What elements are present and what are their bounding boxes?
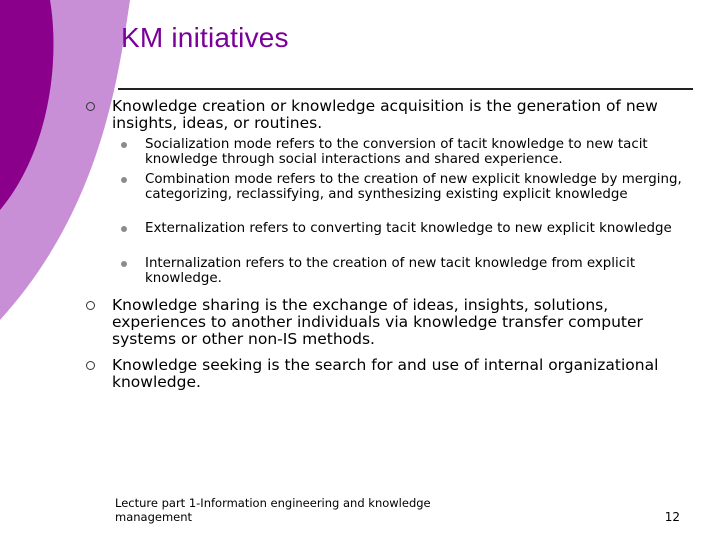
- sub-bullet-text: Internalization refers to the creation of new tacit knowledge from explicit knowledge.: [145, 256, 636, 286]
- hollow-bullet-icon: [86, 301, 95, 310]
- bullet-text: Knowledge creation or knowledge acquisition is the generation of new insights, ideas, or routines.: [112, 97, 658, 132]
- bullet-knowledge-sharing: [112, 297, 702, 348]
- sub-bullet-text: Socialization mode refers to the conversion of tacit knowledge to new tacit knowledge through social interactions and shared experience.: [145, 137, 648, 167]
- bullet-text: Knowledge sharing is the exchange of ideas, insights, solutions, experiences to another individuals via knowledge transfer computer systems or other non-IS methods.: [112, 296, 643, 348]
- slide-title: KM initiatives: [121, 22, 289, 53]
- sub-bullet-socialization: [145, 138, 705, 167]
- bullet-knowledge-creation: [112, 98, 702, 132]
- title-underline: [118, 88, 693, 90]
- corner-decoration: [0, 0, 130, 320]
- sub-bullet-externalization: [145, 222, 705, 237]
- sub-bullet-text: Combination mode refers to the creation of new explicit knowledge by merging, categorizing, reclassifying, and synthesizing existing explicit knowledge: [145, 172, 682, 202]
- dot-bullet-icon: [121, 177, 127, 183]
- dot-bullet-icon: [121, 226, 127, 232]
- dot-bullet-icon: [121, 142, 127, 148]
- bullet-text: Knowledge seeking is the search for and use of internal organizational knowledge.: [112, 356, 659, 391]
- dot-bullet-icon: [121, 261, 127, 267]
- sub-bullet-combination: [145, 173, 705, 202]
- sub-bullet-text: Externalization refers to converting tacit knowledge to new explicit knowledge: [145, 221, 672, 236]
- bullet-knowledge-seeking: [112, 357, 702, 391]
- page-number: 12: [664, 510, 680, 524]
- sub-bullet-internalization: [145, 257, 705, 286]
- slide-footer: Lecture part 1-Information engineering and knowledge management: [115, 496, 431, 524]
- hollow-bullet-icon: [86, 361, 95, 370]
- hollow-bullet-icon: [86, 102, 95, 111]
